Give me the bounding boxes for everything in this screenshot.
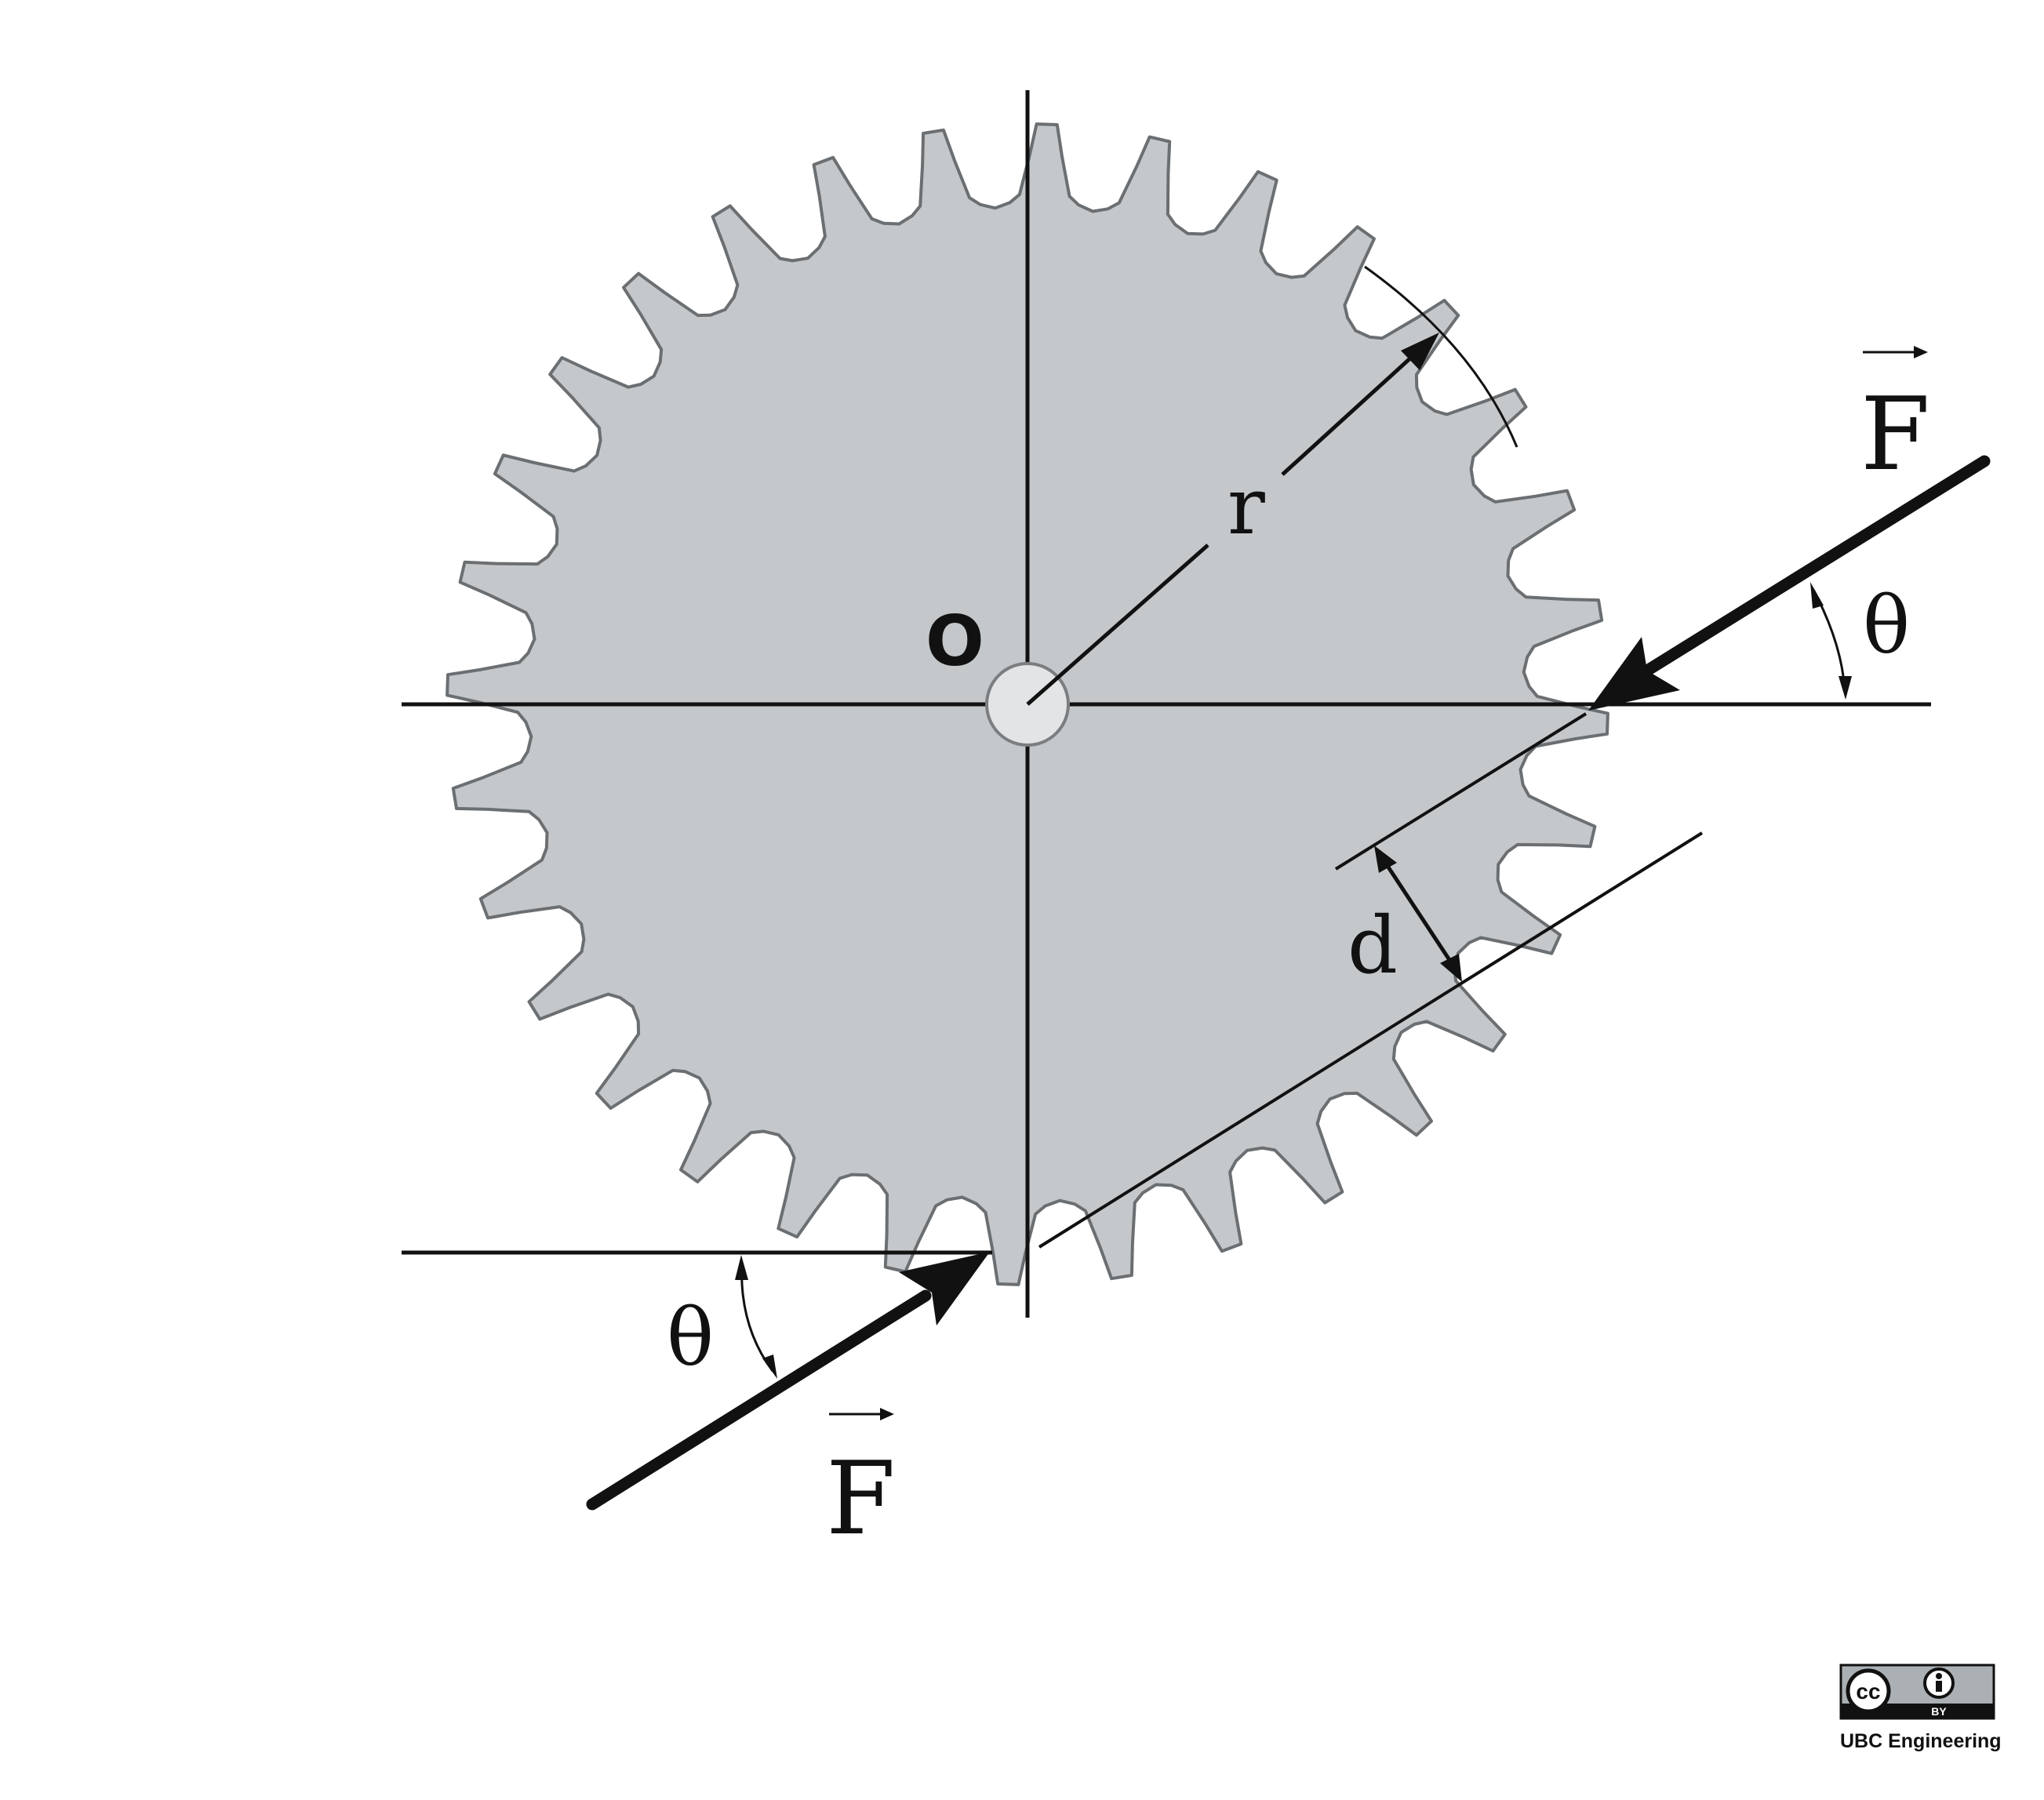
person-head — [1936, 1673, 1942, 1679]
origin-label: O — [926, 601, 984, 682]
by-text: BY — [1931, 1705, 1947, 1718]
vector-arrow-left-head — [880, 1408, 894, 1420]
distance-label: d — [1348, 900, 1398, 991]
force-arrow-right-shaft — [1647, 461, 1984, 671]
angle-arc-left-arrow-top — [735, 1255, 748, 1280]
force-label-right: F — [1860, 376, 1930, 493]
angle-arc-right-arrow-bottom — [1839, 676, 1852, 700]
force-arrow-left-head — [899, 1252, 990, 1325]
force-label-left: F — [826, 1441, 896, 1558]
cc-by-license-badge — [1841, 1665, 1994, 1718]
person-body — [1936, 1681, 1942, 1692]
angle-label-right: θ — [1863, 580, 1911, 671]
cc-icon-text: cc — [1856, 1679, 1881, 1704]
angle-arc-right-arrow-top — [1810, 582, 1824, 609]
force-arrow-right-head — [1588, 637, 1680, 711]
vector-arrow-right-head — [1914, 346, 1928, 358]
radius-label: r — [1227, 460, 1265, 552]
credit-text: UBC Engineering — [1840, 1730, 2002, 1752]
angle-label-left: θ — [667, 1292, 715, 1384]
angle-arc-left-arrow-bottom — [762, 1355, 777, 1379]
